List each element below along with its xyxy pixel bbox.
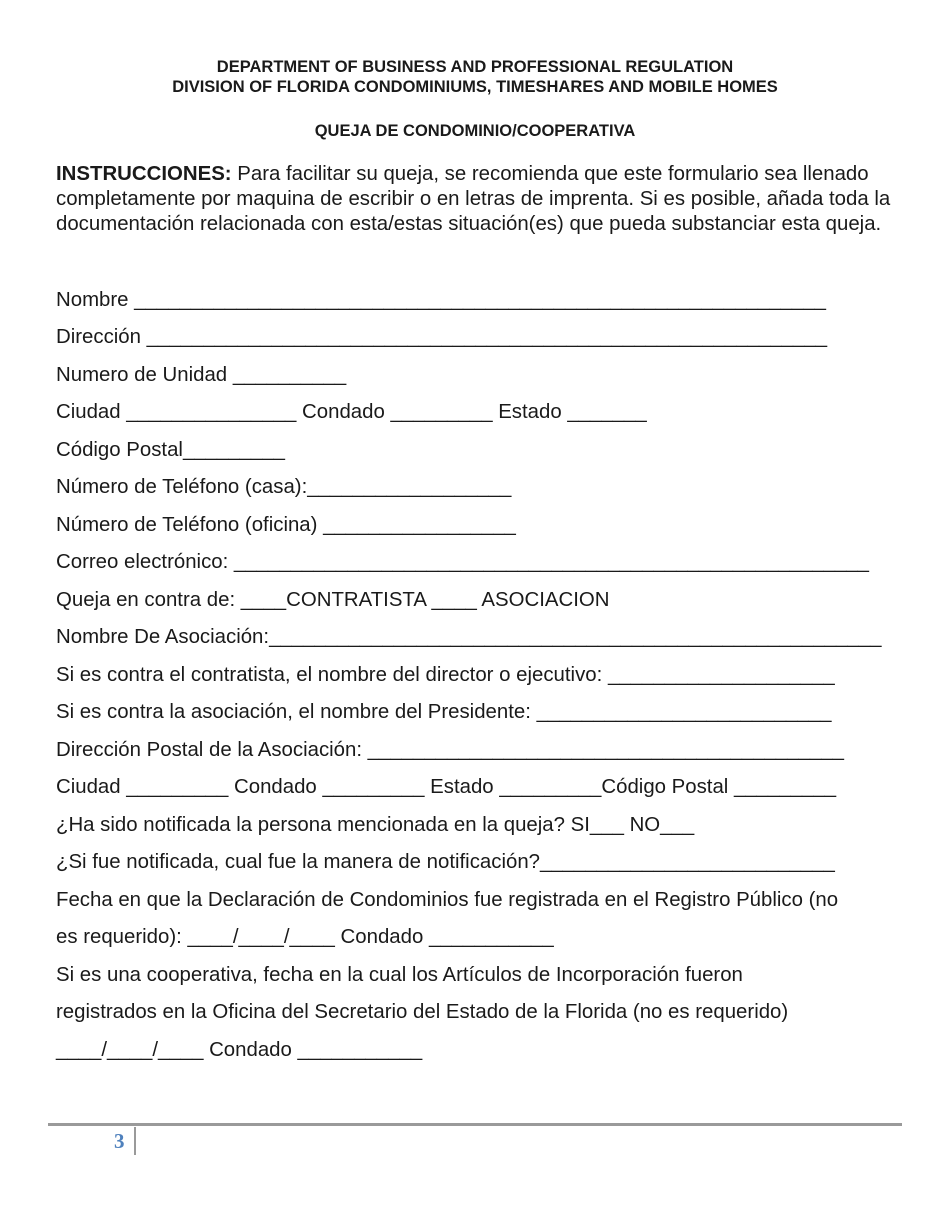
field-cooperativa-fecha-condado[interactable]: ____/____/____ Condado ___________	[56, 1039, 423, 1061]
instructions-lead: INSTRUCCIONES:	[56, 163, 232, 185]
division-heading: DIVISION OF FLORIDA CONDOMINIUMS, TIMESHARES AND MOBILE HOMES	[172, 78, 778, 96]
department-heading: DEPARTMENT OF BUSINESS AND PROFESSIONAL REGULATION	[216, 58, 734, 76]
field-manera-notificacion[interactable]: ¿Si fue notificada, cual fue la manera de notificación?__________________________	[56, 851, 835, 873]
field-numero-unidad[interactable]: Numero de Unidad __________	[56, 364, 347, 386]
field-fecha-declaracion-line2[interactable]: es requerido): ____/____/____ Condado ___________	[56, 926, 554, 948]
page-number-divider	[134, 1127, 136, 1155]
field-direccion-postal-asociacion[interactable]: Dirección Postal de la Asociación: __________________________________________	[56, 739, 844, 761]
field-telefono-oficina[interactable]: Número de Teléfono (oficina) _________________	[56, 514, 516, 536]
field-ciudad-condado-estado[interactable]: Ciudad _______________ Condado _________ Estado _______	[56, 401, 647, 423]
field-correo-electronico[interactable]: Correo electrónico: ________________________________________________________	[56, 551, 869, 573]
field-nombre[interactable]: Nombre _____________________________________________________________	[56, 289, 826, 311]
instructions-paragraph	[56, 162, 896, 237]
form-title: QUEJA DE CONDOMINIO/COOPERATIVA	[314, 122, 636, 140]
field-telefono-casa[interactable]: Número de Teléfono (casa):__________________	[56, 476, 512, 498]
field-director-ejecutivo[interactable]: Si es contra el contratista, el nombre del director o ejecutivo: ____________________	[56, 664, 835, 686]
field-cooperativa-line1: Si es una cooperativa, fecha en la cual los Artículos de Incorporación fueron	[56, 964, 743, 986]
instructions-text: Para facilitar su queja, se recomienda que este formulario sea llenado completamente por maquina de escribir o en letras de imprenta. Si es posible, añada toda la documentación relacionada con esta/estas situación(es) que pueda substanciar esta queja.	[56, 163, 891, 235]
field-codigo-postal[interactable]: Código Postal_________	[56, 439, 286, 461]
field-cooperativa-line2: registrados en la Oficina del Secretario del Estado de la Florida (no es requerido)	[56, 1001, 789, 1023]
field-queja-en-contra[interactable]: Queja en contra de: ____CONTRATISTA ____ ASOCIACION	[56, 589, 610, 611]
page-number: 3	[114, 1129, 125, 1153]
field-nombre-asociacion[interactable]: Nombre De Asociación:______________________________________________________	[56, 626, 882, 648]
field-presidente[interactable]: Si es contra la asociación, el nombre del Presidente: __________________________	[56, 701, 832, 723]
field-direccion[interactable]: Dirección ____________________________________________________________	[56, 326, 828, 348]
field-asociacion-ciudad-estado-cp[interactable]: Ciudad _________ Condado _________ Estado _________Código Postal _________	[56, 776, 837, 798]
field-fecha-declaracion-line1: Fecha en que la Declaración de Condominios fue registrada en el Registro Público (no	[56, 889, 839, 911]
field-notificada[interactable]: ¿Ha sido notificada la persona mencionada en la queja? SI___ NO___	[56, 814, 695, 836]
footer-divider	[48, 1123, 902, 1126]
